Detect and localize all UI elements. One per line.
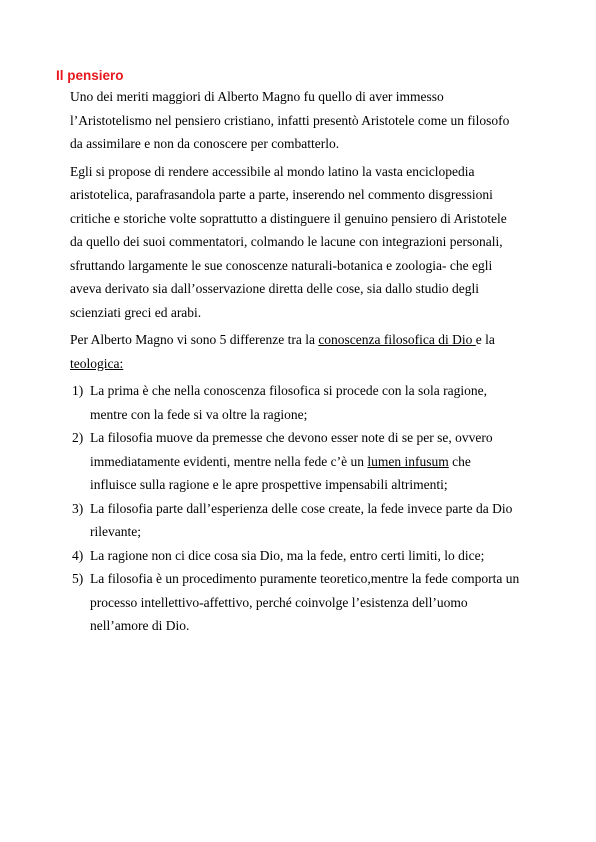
differences-list [70,379,550,638]
list-text: immediatamente evidenti, mentre nella fede c’è un [90,453,368,469]
list-number: 4) [72,547,84,563]
underlined-term-philosophical-knowledge: conoscenza filosofica di Dio [318,332,476,347]
text-line: nell’amore di Dio. [90,618,190,633]
intro-text: e la [475,332,495,347]
list-item [70,426,550,497]
text-line: Uno dei meriti maggiori di Alberto Magno fu quello di aver immesso [70,89,444,104]
list-number: 1) [72,383,84,398]
text-line: processo intellettivo-affettivo, perché coinvolge l’esistenza dell’uomo [90,594,468,610]
intro-text: Per Alberto Magno vi sono 5 differenze tra la [70,332,319,347]
list-number: 5) [72,571,84,586]
text-line: sfruttando largamente le sue conoscenze naturali-botanica e zoologia- che egli [70,257,493,273]
paragraph-2 [70,160,550,325]
text-line: mentre con la fede si va oltre la ragione; [90,406,308,422]
underlined-term-lumen-infusum: lumen infusum [367,453,449,469]
section-heading: Il pensiero [56,68,124,83]
document-body [70,85,550,638]
list-item [70,379,550,426]
text-line: scienziati greci ed arabi. [70,304,202,320]
text-line: l’Aristotelismo nel pensiero cristiano, infatti presentò Aristotele come un filosofo [70,112,510,128]
list-item [70,544,550,568]
text-line: La filosofia è un procedimento puramente teoretico,mentre la fede comporta un [90,571,520,586]
text-line [70,328,550,352]
text-line: da assimilare e non da conoscere per combatterlo. [70,136,340,151]
text-line: aveva derivato sia dall’osservazione diretta delle cose, sia dallo studio degli [70,281,479,296]
text-line: rilevante; [90,524,141,539]
text-line: influisce sulla ragione e le apre prospettive impensabili altrimenti; [90,477,448,492]
text-line: La filosofia parte dall’esperienza delle cose create, la fede invece parte da Dio [90,500,513,516]
text-line: critiche e storiche volte soprattutto a distinguere il genuino pensiero di Aristotele [70,210,507,226]
list-text: che [448,453,471,469]
paragraph-3 [70,328,550,375]
list-number: 3) [72,500,84,516]
paragraph-1 [70,85,550,156]
text-line: da quello dei suoi commentatori, colmando le lacune con integrazioni personali, [70,234,503,249]
text-line: Egli si propose di rendere accessibile al mondo latino la vasta enciclopedia [70,163,475,179]
underlined-term-theological: teologica: [70,355,124,371]
text-line: La filosofia muove da premesse che devono esser note di se per se, ovvero [90,430,493,445]
text-line: La ragione non ci dice cosa sia Dio, ma la fede, entro certi limiti, lo dice; [90,547,485,563]
list-item [70,497,550,544]
list-number: 2) [72,430,84,445]
text-line [90,450,550,474]
text-line: La prima è che nella conoscenza filosofica si procede con la sola ragione, [90,383,487,398]
list-item [70,567,550,638]
text-line: aristotelica, parafrasandola parte a parte, inserendo nel commento disgressioni [70,187,493,202]
